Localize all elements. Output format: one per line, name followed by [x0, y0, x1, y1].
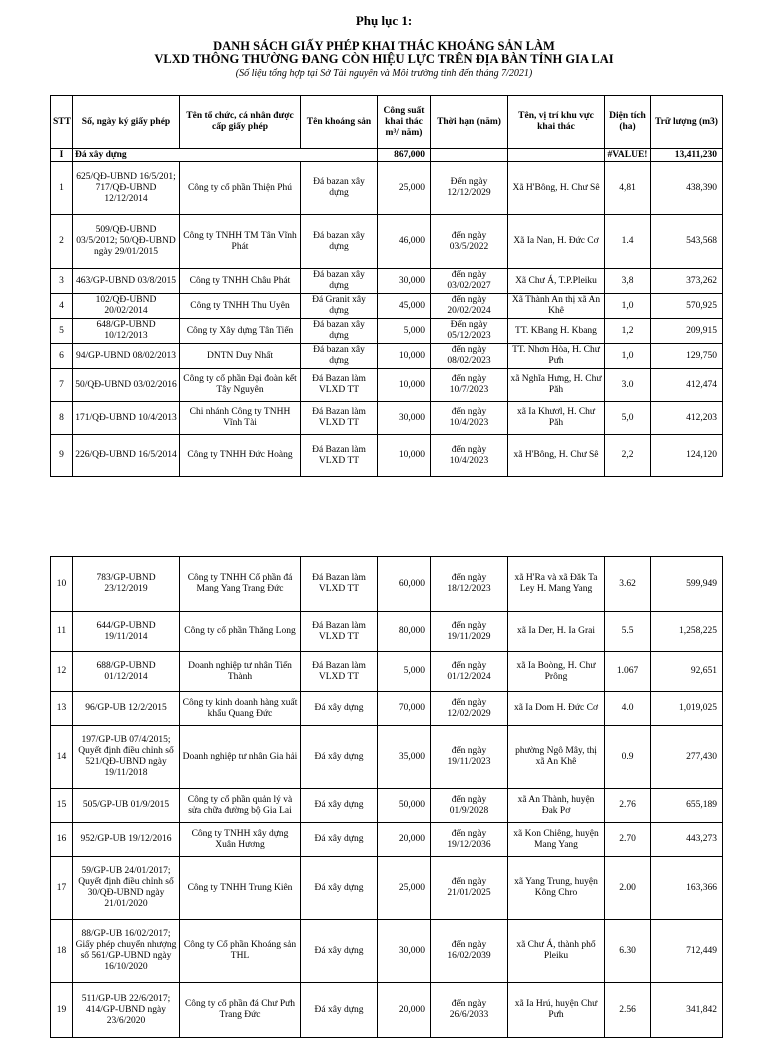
cell-license: 509/QĐ-UBND 03/5/2012; 50/QĐ-UBND ngày 29/01/2015 [73, 215, 180, 269]
cell-location: xã Ia Der, H. Ia Grai [508, 612, 605, 652]
cell-mineral: Đá xây dựng [301, 823, 378, 857]
cell-capacity: 80,000 [378, 612, 431, 652]
cell-org: Công ty Cổ phần Khoáng sản THL [180, 920, 301, 983]
cell-area: 1,0 [605, 294, 651, 319]
section-name: Đá xây dựng [73, 149, 378, 162]
table-row [51, 215, 723, 269]
cell-term: đến ngày 08/02/2023 [431, 344, 508, 369]
cell-license: 648/GP-UBND 10/12/2013 [73, 319, 180, 344]
table-header-row [51, 96, 723, 149]
cell-location: xã Ia Hrú, huyện Chư Pưh [508, 983, 605, 1038]
cell-org: Công ty cổ phần Thăng Long [180, 612, 301, 652]
cell-license: 511/GP-UB 22/6/2017; 414/GP-UBND ngày 23/6/2020 [73, 983, 180, 1038]
cell-location: Xã Ia Nan, H. Đức Cơ [508, 215, 605, 269]
cell-license: 197/GP-UB 07/4/2015; Quyết định điều chỉnh số 521/QĐ-UBND ngày 19/11/2018 [73, 726, 180, 789]
table-row [51, 162, 723, 215]
cell-org: Công ty TNHH Châu Phát [180, 269, 301, 294]
section-index: I [51, 149, 73, 162]
cell-location: xã Ia Boòng, H. Chư Prông [508, 652, 605, 692]
cell-location: xã An Thành, huyện Đak Pơ [508, 789, 605, 823]
cell-term: đến ngày 01/9/2028 [431, 789, 508, 823]
section-capacity-total: 867,000 [378, 149, 431, 162]
col-header-stt: STT [51, 96, 73, 149]
cell-license: 96/GP-UB 12/2/2015 [73, 692, 180, 726]
cell-area: 1.067 [605, 652, 651, 692]
cell-term: đến ngày 26/6/2033 [431, 983, 508, 1038]
cell-area: 2.70 [605, 823, 651, 857]
cell-mineral: Đá Bazan làm VLXD TT [301, 652, 378, 692]
cell-term: đến ngày 16/02/2039 [431, 920, 508, 983]
cell-mineral: Đá xây dựng [301, 692, 378, 726]
section-reserve-total: 13,411,230 [651, 149, 723, 162]
cell-capacity: 20,000 [378, 823, 431, 857]
cell-capacity: 30,000 [378, 402, 431, 435]
cell-org: Công ty TNHH Trung Kiên [180, 857, 301, 920]
cell-term: Đến ngày 12/12/2029 [431, 162, 508, 215]
cell-location: TT. KBang H. Kbang [508, 319, 605, 344]
cell-reserve: 438,390 [651, 162, 723, 215]
table-row [51, 823, 723, 857]
cell-mineral: Đá bazan xây dựng [301, 319, 378, 344]
table-row [51, 692, 723, 726]
cell-capacity: 5,000 [378, 652, 431, 692]
cell-capacity: 5,000 [378, 319, 431, 344]
cell-org: Công ty cổ phần Thiện Phú [180, 162, 301, 215]
cell-location: xã Ia Dom H. Đức Cơ [508, 692, 605, 726]
cell-capacity: 60,000 [378, 557, 431, 612]
cell-reserve: 412,474 [651, 369, 723, 402]
document-title-line1: DANH SÁCH GIẤY PHÉP KHAI THÁC KHOÁNG SẢN LÀM [213, 39, 555, 53]
cell-stt: 12 [51, 652, 73, 692]
cell-area: 2.76 [605, 789, 651, 823]
cell-org: Doanh nghiệp tư nhân Gia hải [180, 726, 301, 789]
cell-reserve: 599,949 [651, 557, 723, 612]
cell-stt: 14 [51, 726, 73, 789]
cell-license: 226/QĐ-UBND 16/5/2014 [73, 435, 180, 477]
cell-capacity: 25,000 [378, 162, 431, 215]
cell-reserve: 1,019,025 [651, 692, 723, 726]
cell-mineral: Đá xây dựng [301, 857, 378, 920]
cell-area: 3,8 [605, 269, 651, 294]
cell-stt: 10 [51, 557, 73, 612]
table-row [51, 652, 723, 692]
cell-location: xã H'Ra và xã Đăk Ta Ley H. Mang Yang [508, 557, 605, 612]
cell-mineral: Đá Bazan làm VLXD TT [301, 557, 378, 612]
cell-license: 783/GP-UBND 23/12/2019 [73, 557, 180, 612]
col-header-reserve: Trữ lượng (m3) [651, 96, 723, 149]
cell-reserve: 1,258,225 [651, 612, 723, 652]
cell-license: 88/GP-UB 16/02/2017; Giấy phép chuyển nhượng số 561/GP-UBND ngày 16/10/2020 [73, 920, 180, 983]
cell-reserve: 412,203 [651, 402, 723, 435]
cell-term: đến ngày 19/11/2029 [431, 612, 508, 652]
cell-mineral: Đá xây dựng [301, 789, 378, 823]
cell-stt: 15 [51, 789, 73, 823]
col-header-org: Tên tổ chức, cá nhân được cấp giấy phép [180, 96, 301, 149]
cell-location: xã Ia Khươl, H. Chư Păh [508, 402, 605, 435]
cell-location: TT. Nhơn Hòa, H. Chư Pưh [508, 344, 605, 369]
document-subtitle: (Số liệu tổng hợp tại Sở Tài nguyên và Môi trường tỉnh đến tháng 7/2021) [235, 68, 533, 79]
cell-org: DNTN Duy Nhất [180, 344, 301, 369]
cell-org: Chi nhánh Công ty TNHH Vĩnh Tài [180, 402, 301, 435]
cell-capacity: 46,000 [378, 215, 431, 269]
cell-stt: 18 [51, 920, 73, 983]
cell-mineral: Đá Granit xây dựng [301, 294, 378, 319]
table-row [51, 857, 723, 920]
cell-term: đến ngày 20/02/2024 [431, 294, 508, 319]
cell-mineral: Đá Bazan làm VLXD TT [301, 612, 378, 652]
cell-org: Công ty TNHH Cổ phần đá Mang Yang Trang Đức [180, 557, 301, 612]
cell-license: 463/GP-UBND 03/8/2015 [73, 269, 180, 294]
table-row [51, 294, 723, 319]
cell-mineral: Đá bazan xây dựng [301, 215, 378, 269]
cell-org: Công ty cổ phần quản lý và sửa chữa đường bộ Gia Lai [180, 789, 301, 823]
cell-term: đến ngày 01/12/2024 [431, 652, 508, 692]
table-row [51, 269, 723, 294]
table-row [51, 369, 723, 402]
cell-license: 505/GP-UB 01/9/2015 [73, 789, 180, 823]
cell-license: 625/QĐ-UBND 16/5/201; 717/QĐ-UBND 12/12/2014 [73, 162, 180, 215]
cell-license: 171/QĐ-UBND 10/4/2013 [73, 402, 180, 435]
table-row [51, 435, 723, 477]
cell-stt: 3 [51, 269, 73, 294]
cell-stt: 9 [51, 435, 73, 477]
table-row [51, 402, 723, 435]
cell-location: xã Kon Chiêng, huyện Mang Yang [508, 823, 605, 857]
cell-capacity: 30,000 [378, 920, 431, 983]
cell-org: Công ty kinh doanh hàng xuất khẩu Quang Đức [180, 692, 301, 726]
cell-area: 3.0 [605, 369, 651, 402]
cell-location: Xã Thành An thị xã An Khê [508, 294, 605, 319]
section-area-total: #VALUE! [605, 149, 651, 162]
cell-location: xã Yang Trung, huyện Kông Chro [508, 857, 605, 920]
cell-term: đến ngày 12/02/2029 [431, 692, 508, 726]
cell-org: Doanh nghiệp tư nhân Tiến Thành [180, 652, 301, 692]
cell-area: 5,0 [605, 402, 651, 435]
cell-reserve: 124,120 [651, 435, 723, 477]
table-row [51, 612, 723, 652]
cell-term: đến ngày 03/5/2022 [431, 215, 508, 269]
cell-org: Công ty cổ phần đá Chư Pưh Trang Đức [180, 983, 301, 1038]
cell-location: xã Nghĩa Hưng, H. Chư Păh [508, 369, 605, 402]
col-header-mineral: Tên khoáng sản [301, 96, 378, 149]
cell-area: 1,2 [605, 319, 651, 344]
cell-capacity: 10,000 [378, 435, 431, 477]
cell-location: phường Ngô Mây, thị xã An Khê [508, 726, 605, 789]
cell-capacity: 45,000 [378, 294, 431, 319]
section-row [51, 149, 723, 162]
cell-stt: 8 [51, 402, 73, 435]
cell-reserve: 712,449 [651, 920, 723, 983]
cell-org: Công ty cổ phần Đại đoàn kết Tây Nguyên [180, 369, 301, 402]
cell-area: 6.30 [605, 920, 651, 983]
cell-reserve: 373,262 [651, 269, 723, 294]
cell-capacity: 35,000 [378, 726, 431, 789]
cell-location: Xã Chư Á, T.P.Pleiku [508, 269, 605, 294]
cell-capacity: 25,000 [378, 857, 431, 920]
cell-capacity: 30,000 [378, 269, 431, 294]
cell-term: đến ngày 10/7/2023 [431, 369, 508, 402]
table-row [51, 789, 723, 823]
cell-area: 2.00 [605, 857, 651, 920]
cell-reserve: 443,273 [651, 823, 723, 857]
cell-stt: 16 [51, 823, 73, 857]
cell-license: 644/GP-UBND 19/11/2014 [73, 612, 180, 652]
table-row [51, 319, 723, 344]
cell-area: 4,81 [605, 162, 651, 215]
cell-stt: 2 [51, 215, 73, 269]
cell-org: Công ty TNHH Thu Uyên [180, 294, 301, 319]
cell-stt: 13 [51, 692, 73, 726]
cell-stt: 7 [51, 369, 73, 402]
cell-license: 50/QĐ-UBND 03/02/2016 [73, 369, 180, 402]
cell-capacity: 10,000 [378, 369, 431, 402]
table-row [51, 726, 723, 789]
cell-term: đến ngày 10/4/2023 [431, 402, 508, 435]
cell-mineral: Đá xây dựng [301, 983, 378, 1038]
cell-mineral: Đá xây dựng [301, 920, 378, 983]
document-title-line2: VLXD THÔNG THƯỜNG ĐANG CÒN HIỆU LỰC TRÊN ĐỊA BÀN TỈNH GIA LAI [154, 52, 614, 66]
cell-license: 102/QĐ-UBND 20/02/2014 [73, 294, 180, 319]
cell-stt: 19 [51, 983, 73, 1038]
license-table-page2 [50, 556, 723, 1038]
cell-stt: 5 [51, 319, 73, 344]
cell-location: xã H'Bông, H. Chư Sê [508, 435, 605, 477]
cell-reserve: 92,651 [651, 652, 723, 692]
cell-area: 1,0 [605, 344, 651, 369]
cell-reserve: 163,366 [651, 857, 723, 920]
cell-reserve: 570,925 [651, 294, 723, 319]
cell-reserve: 341,842 [651, 983, 723, 1038]
cell-stt: 4 [51, 294, 73, 319]
cell-license: 688/GP-UBND 01/12/2014 [73, 652, 180, 692]
cell-mineral: Đá Bazan làm VLXD TT [301, 435, 378, 477]
cell-area: 1.4 [605, 215, 651, 269]
cell-mineral: Đá bazan xây dựng [301, 269, 378, 294]
cell-org: Công ty TNHH TM Tân Vĩnh Phát [180, 215, 301, 269]
cell-stt: 1 [51, 162, 73, 215]
col-header-capacity: Công suất khai thác m³/ năm) [378, 96, 431, 149]
cell-term: đến ngày 19/12/2036 [431, 823, 508, 857]
cell-capacity: 20,000 [378, 983, 431, 1038]
cell-org: Công ty Xây dựng Tân Tiến [180, 319, 301, 344]
cell-stt: 6 [51, 344, 73, 369]
table-row [51, 983, 723, 1038]
license-table-page1 [50, 95, 723, 477]
cell-area: 4.0 [605, 692, 651, 726]
cell-mineral: Đá Bazan làm VLXD TT [301, 369, 378, 402]
cell-location: Xã H'Bông, H. Chư Sê [508, 162, 605, 215]
table-row [51, 557, 723, 612]
cell-mineral: Đá Bazan làm VLXD TT [301, 402, 378, 435]
cell-reserve: 277,430 [651, 726, 723, 789]
cell-area: 5.5 [605, 612, 651, 652]
cell-term: đến ngày 18/12/2023 [431, 557, 508, 612]
cell-stt: 17 [51, 857, 73, 920]
appendix-label: Phụ lục 1: [355, 13, 413, 28]
col-header-term: Thời hạn (năm) [431, 96, 508, 149]
col-header-area: Diện tích (ha) [605, 96, 651, 149]
cell-reserve: 129,750 [651, 344, 723, 369]
cell-term: đến ngày 03/02/2027 [431, 269, 508, 294]
cell-term: đến ngày 19/11/2023 [431, 726, 508, 789]
cell-area: 0.9 [605, 726, 651, 789]
cell-term: đến ngày 21/01/2025 [431, 857, 508, 920]
cell-capacity: 10,000 [378, 344, 431, 369]
cell-license: 94/GP-UBND 08/02/2013 [73, 344, 180, 369]
cell-license: 59/GP-UB 24/01/2017; Quyết định điều chỉnh số 30/QĐ-UBND ngày 21/01/2020 [73, 857, 180, 920]
cell-term: Đến ngày 05/12/2023 [431, 319, 508, 344]
cell-capacity: 50,000 [378, 789, 431, 823]
cell-reserve: 655,189 [651, 789, 723, 823]
cell-mineral: Đá xây dựng [301, 726, 378, 789]
col-header-license: Số, ngày ký giấy phép [73, 96, 180, 149]
cell-mineral: Đá bazan xây dựng [301, 162, 378, 215]
cell-mineral: Đá bazan xây dựng [301, 344, 378, 369]
cell-area: 2,2 [605, 435, 651, 477]
table-row [51, 344, 723, 369]
cell-area: 2.56 [605, 983, 651, 1038]
cell-capacity: 70,000 [378, 692, 431, 726]
cell-license: 952/GP-UB 19/12/2016 [73, 823, 180, 857]
col-header-location: Tên, vị trí khu vực khai thác [508, 96, 605, 149]
cell-location: xã Chư Á, thành phố Pleiku [508, 920, 605, 983]
cell-org: Công ty TNHH xây dựng Xuân Hương [180, 823, 301, 857]
cell-stt: 11 [51, 612, 73, 652]
cell-term: đến ngày 10/4/2023 [431, 435, 508, 477]
cell-reserve: 209,915 [651, 319, 723, 344]
cell-org: Công ty TNHH Đức Hoàng [180, 435, 301, 477]
cell-reserve: 543,568 [651, 215, 723, 269]
cell-area: 3.62 [605, 557, 651, 612]
table-row [51, 920, 723, 983]
